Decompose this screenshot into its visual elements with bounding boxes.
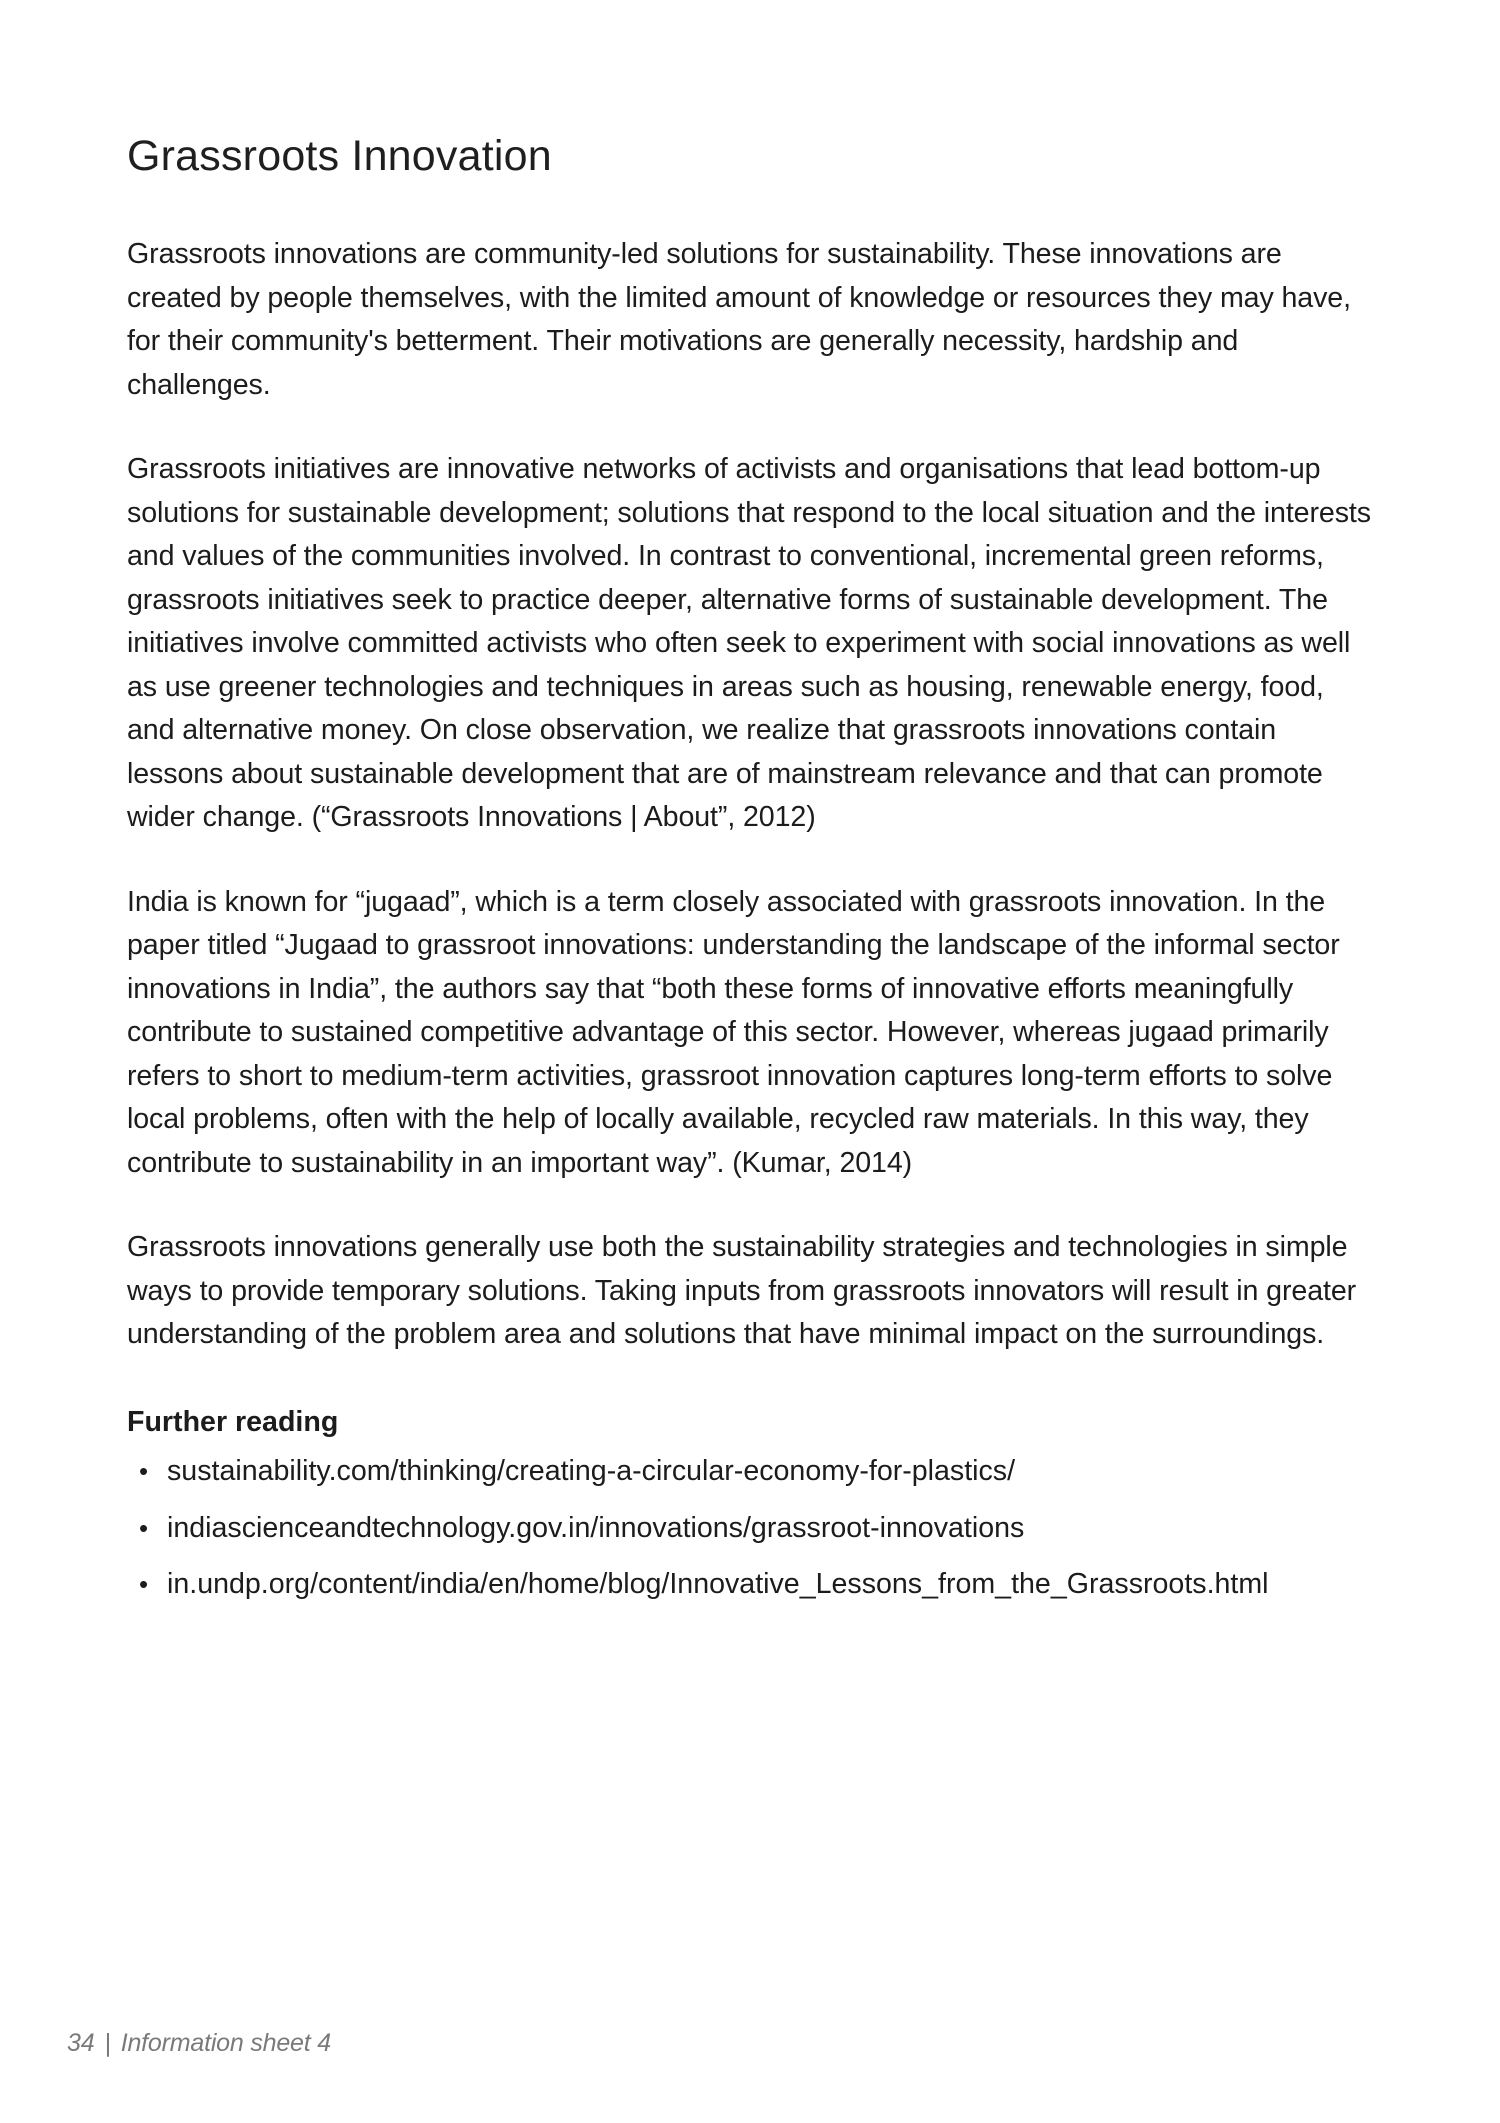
page-number: 34 <box>67 2029 95 2057</box>
paragraph-strategies: Grassroots innovations generally use both the sustainability strategies and technologies in simple ways to provide temporary solutions. Taking inputs from grassroots innovators will result in greater understanding of the problem area and solutions that have minimal impact on the surroundings. <box>127 1231 1357 1350</box>
bullet-icon: • <box>139 1569 149 1599</box>
footer-separator: | <box>104 2029 111 2057</box>
further-reading-link[interactable]: in.undp.org/content/india/en/home/blog/Innovative_Lessons_from_the_Grassroots.html <box>167 1568 1269 1600</box>
list-item <box>127 1563 1377 1607</box>
page-footer <box>67 2029 331 2058</box>
further-reading-link[interactable]: indiascienceandtechnology.gov.in/innovations/grassroot-innovations <box>167 1511 1025 1544</box>
main-content <box>127 128 1377 1620</box>
paragraph-initiatives: Grassroots initiatives are innovative networks of activists and organisations that lead bottom-up solutions for sustainable development; solutions that respond to the local situation and the interests and values of the communities involved. In contrast to conventional, incremental green reforms, grassroots initiatives seek to practice deeper, alternative forms of sustainable development. The initiatives involve committed activists who often seek to experiment with social innovations as well as use greener technologies and techniques in areas such as housing, renewable energy, food, and alternative money. On close observation, we realize that grassroots innovations contain lessons about sustainable development that are of mainstream relevance and that can promote wider change. (“Grassroots Innovations | About”, 2012) <box>127 453 1371 833</box>
further-reading-list <box>127 1450 1377 1607</box>
list-item <box>127 1507 1377 1551</box>
list-item <box>127 1450 1377 1494</box>
further-reading-link[interactable]: sustainability.com/thinking/creating-a-circular-economy-for-plastics/ <box>167 1455 1016 1487</box>
further-reading-heading: Further reading <box>127 1405 339 1438</box>
paragraph-intro: Grassroots innovations are community-led solutions for sustainability. These innovations are created by people themselves, with the limited amount of knowledge or resources they may have, for their community's betterment. Their motivations are generally necessity, hardship and challenges. <box>127 238 1351 401</box>
paragraph-jugaad: India is known for “jugaad”, which is a term closely associated with grassroots innovation. In the paper titled “Jugaad to grassroot innovations: understanding the landscape of the informal sector innovations in India”, the authors say that “both these forms of innovative efforts meaningfully contribute to sustained competitive advantage of this sector. However, whereas jugaad primarily refers to short to medium-term activities, grassroot innovation captures long-term efforts to solve local problems, often with the help of locally available, recycled raw materials. In this way, they contribute to sustainability in an important way”. (Kumar, 2014) <box>127 885 1340 1179</box>
page-title: Grassroots Innovation <box>127 132 552 180</box>
bullet-icon: • <box>139 1512 149 1543</box>
footer-section: Information sheet 4 <box>120 2029 331 2057</box>
bullet-icon: • <box>139 1456 149 1486</box>
